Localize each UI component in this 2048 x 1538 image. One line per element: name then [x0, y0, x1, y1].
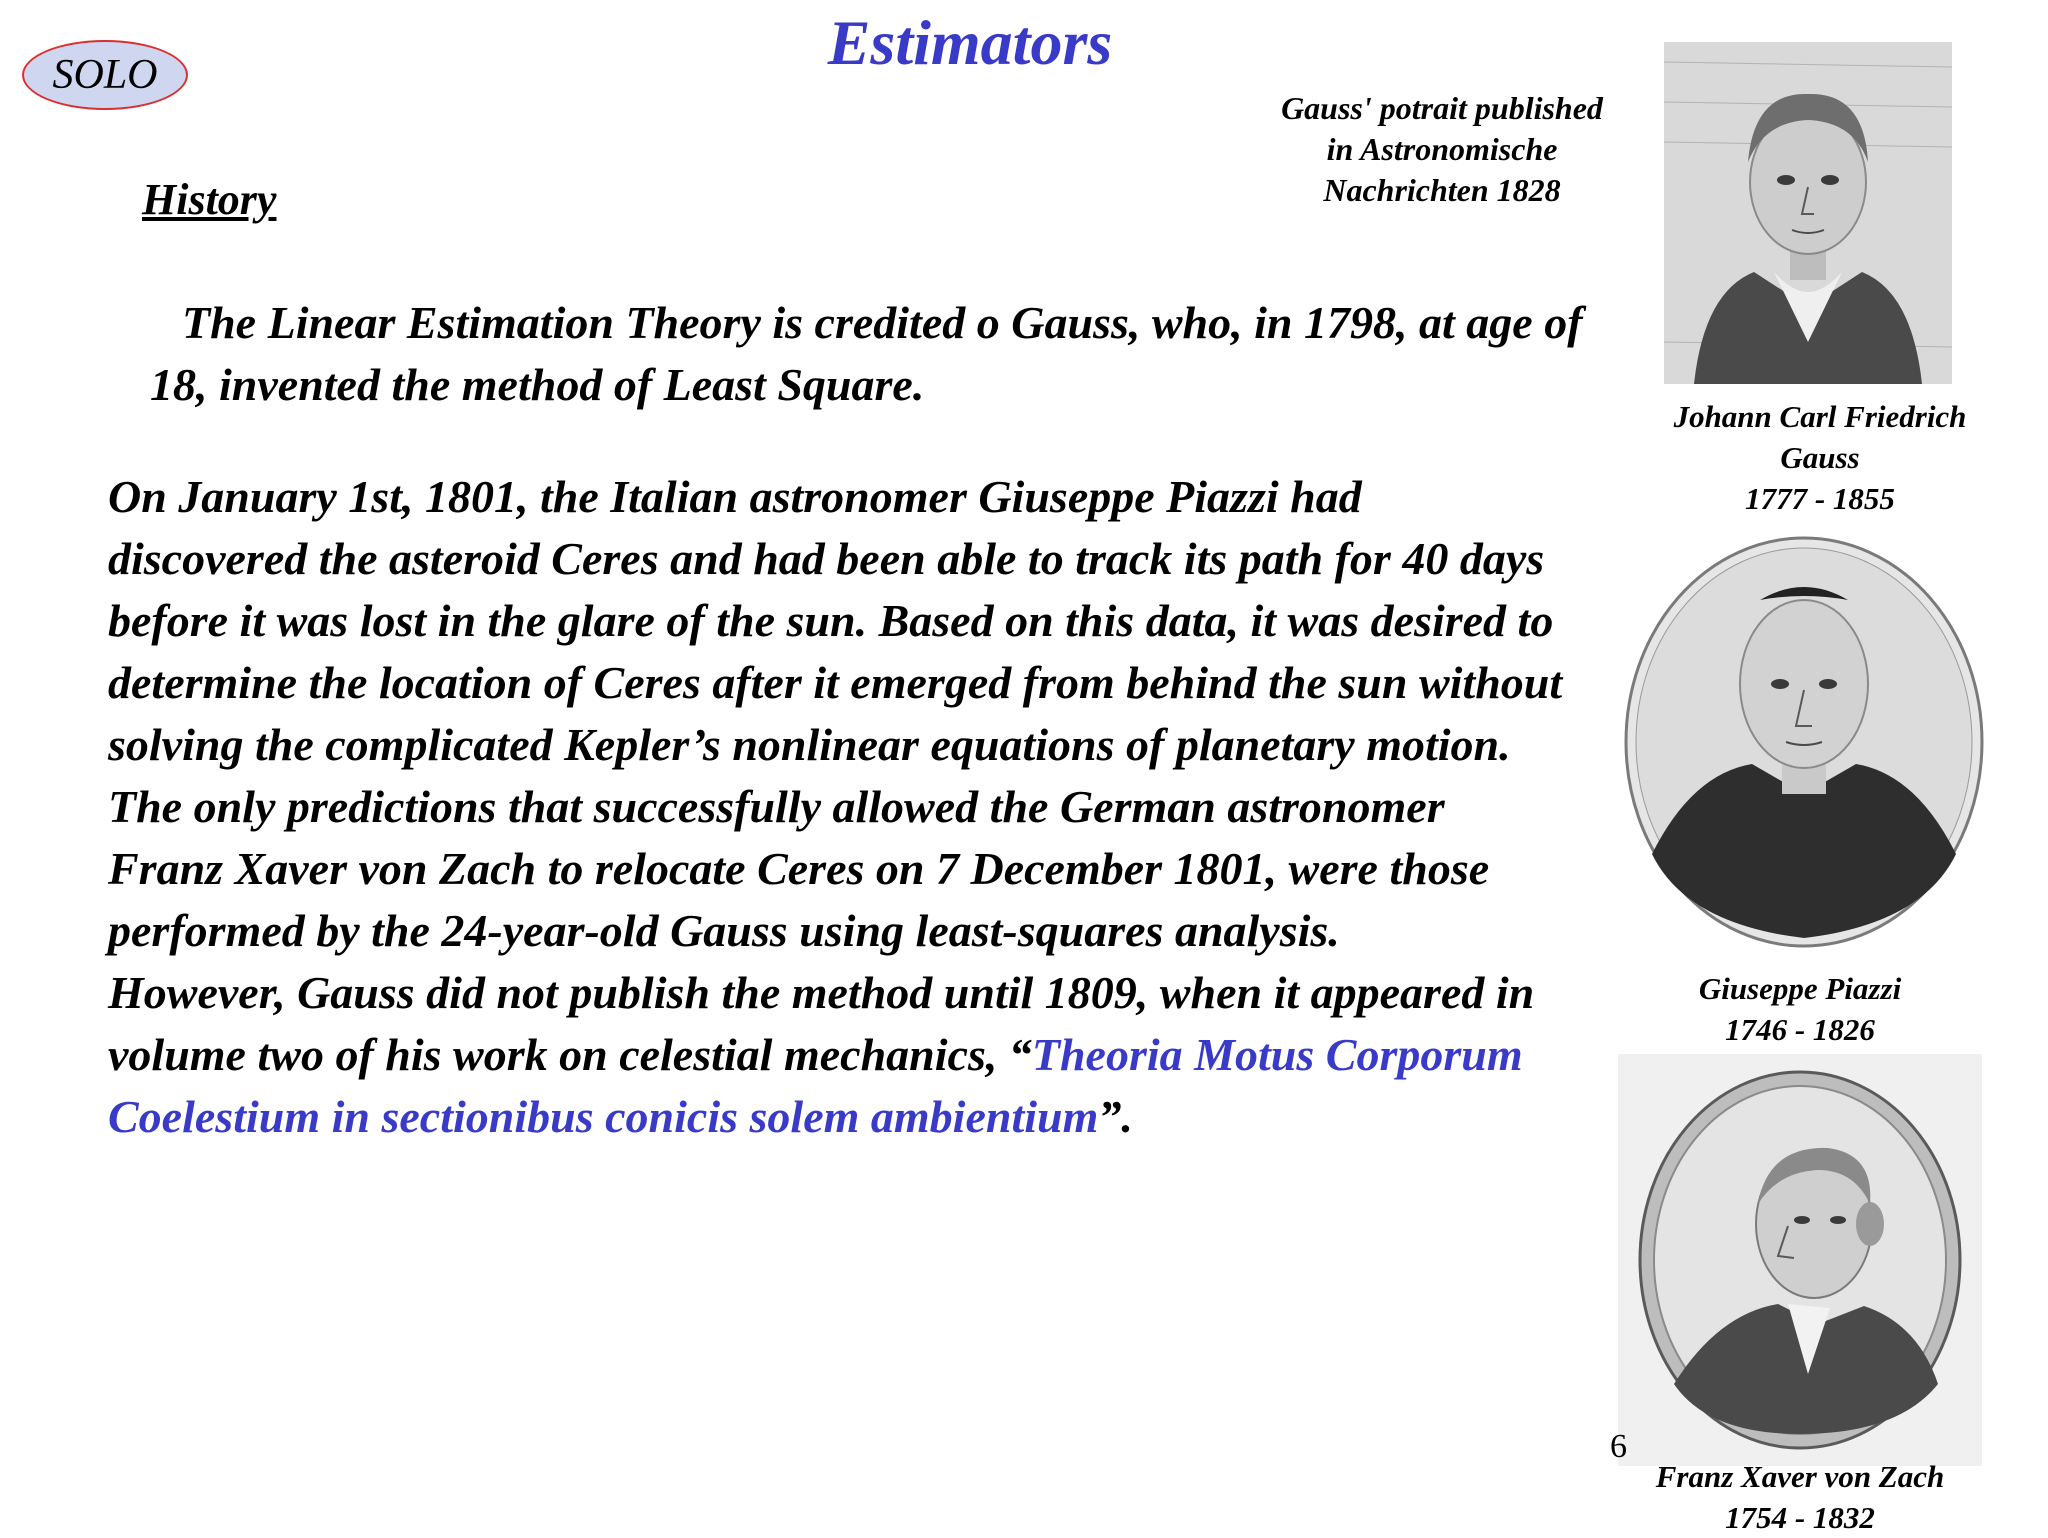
piazzi-name: Giuseppe Piazzi	[1698, 971, 1902, 1006]
intro-paragraph: The Linear Estimation Theory is credited o Gauss, who, in 1798, at age of 18, invented the method of Least Square.	[150, 297, 1583, 410]
book-title: Theoria Motus Corporum Coelestium in sectionibus conicis solem ambientium	[108, 1029, 1523, 1142]
zach-years: 1754 - 1832	[1725, 1500, 1875, 1535]
gauss-years: 1777 - 1855	[1745, 481, 1895, 516]
page-number: 6	[1610, 1428, 1627, 1465]
main-paragraph-publication	[108, 962, 1568, 1148]
main-paragraph	[108, 466, 1568, 1148]
portrait-publication-caption	[1252, 88, 1632, 211]
piazzi-caption	[1600, 968, 2000, 1050]
piazzi-engraving-icon	[1622, 534, 1986, 950]
gauss-name-line1: Johann Carl Friedrich	[1673, 399, 1967, 434]
piazzi-portrait	[1622, 534, 1986, 950]
piazzi-years: 1746 - 1826	[1725, 1012, 1875, 1047]
zach-portrait	[1618, 1054, 1982, 1466]
gauss-name-line2: Gauss	[1780, 440, 1860, 475]
main-paragraph-text: On January 1st, 1801, the Italian astronomer Giuseppe Piazzi had discovered the asteroid Ceres and had been able to track its path for 40 days before it was lost in the glare of the sun. Based on this data, it was desired to determine the location of Ceres after it emerged from behind the sun without solving the complicated Kepler’s nonlinear equations of planetary motion. The only predictions that successfully allowed the German astronomer Franz Xaver von Zach to relocate Ceres on 7 December 1801, were those performed by the 24-year-old Gauss using least-squares analysis.	[108, 471, 1563, 956]
gauss-engraving-icon	[1664, 42, 1952, 384]
close-quote: ”.	[1098, 1091, 1133, 1142]
solo-badge-label: SOLO	[52, 52, 158, 98]
zach-caption	[1600, 1456, 2000, 1538]
zach-engraving-icon	[1618, 1054, 1982, 1466]
caption-line: Gauss' potrait published	[1281, 90, 1603, 126]
caption-line: in Astronomische	[1326, 131, 1558, 167]
zach-name: Franz Xaver von Zach	[1655, 1459, 1945, 1494]
gauss-portrait	[1664, 42, 1952, 384]
open-quote: “	[1008, 1029, 1032, 1080]
publication-sentence: However, Gauss did not publish the method until 1809, when it appeared in volume two of his work on celestial mechanics,	[108, 967, 1535, 1080]
caption-line: Nachrichten 1828	[1323, 172, 1561, 208]
section-heading: History	[142, 175, 277, 224]
gauss-caption	[1620, 396, 2020, 519]
slide-title: Estimators	[827, 7, 1113, 78]
